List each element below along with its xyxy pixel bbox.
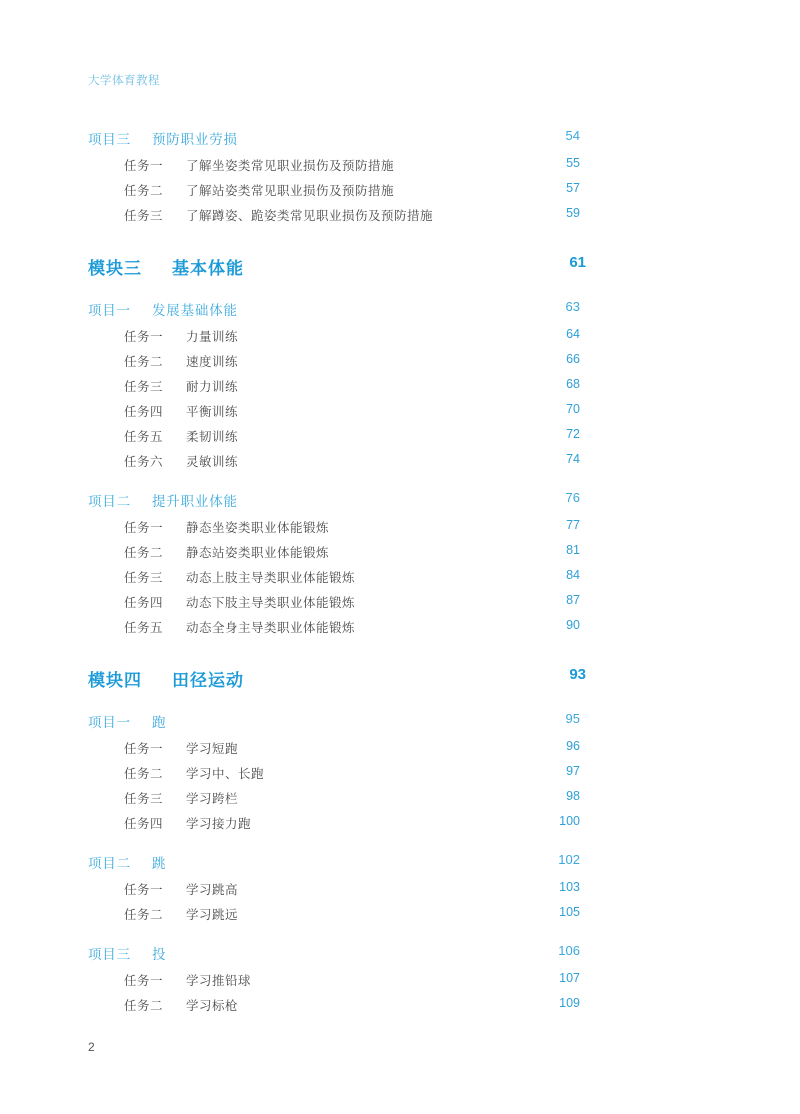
toc-entry-task[interactable] <box>88 156 580 174</box>
toc-entry-label: 任务一 <box>124 883 164 897</box>
toc-entry-title: 动态上肢主导类职业体能锻炼 <box>186 571 356 585</box>
toc-entry-page-number: 106 <box>558 943 580 958</box>
toc-entry-task[interactable] <box>88 971 580 989</box>
toc-entry-title: 学习跨栏 <box>186 792 239 806</box>
toc-entry-label: 任务二 <box>124 184 164 198</box>
toc-entry-task[interactable] <box>88 880 580 898</box>
toc-entry-page-number: 64 <box>566 327 580 341</box>
toc-entry-title: 学习跳远 <box>186 908 239 922</box>
toc-entry-label: 任务二 <box>124 355 164 369</box>
toc-entry-label: 项目一 <box>88 303 131 318</box>
toc-entry-title: 学习跳高 <box>186 883 239 897</box>
toc-entry-title: 了解站姿类常见职业损伤及预防措施 <box>186 184 395 198</box>
toc-entry-label: 任务四 <box>124 405 164 419</box>
toc-entry-page-number: 109 <box>559 996 580 1010</box>
toc-entry-task[interactable] <box>88 905 580 923</box>
toc-entry-project[interactable] <box>88 299 580 319</box>
toc-entry-title: 静态坐姿类职业体能锻炼 <box>186 521 330 535</box>
toc-entry-task[interactable] <box>88 518 580 536</box>
toc-entry-page-number: 98 <box>566 789 580 803</box>
toc-entry-page-number: 63 <box>565 299 580 314</box>
page-number-folio: 2 <box>88 1040 95 1054</box>
toc-entry-project[interactable] <box>88 490 580 510</box>
toc-entry-title: 投 <box>152 947 167 962</box>
toc-entry-project[interactable] <box>88 711 580 731</box>
toc-entry-title: 灵敏训练 <box>186 455 239 469</box>
toc-entry-task[interactable] <box>88 327 580 345</box>
toc-entry-label: 任务三 <box>124 209 164 223</box>
toc-entry-title: 提升职业体能 <box>152 494 238 509</box>
toc-entry-module[interactable] <box>88 254 586 279</box>
toc-entry-label: 任务三 <box>124 380 164 394</box>
toc-entry-title: 跑 <box>152 715 167 730</box>
toc-entry-title: 柔韧训练 <box>186 430 239 444</box>
toc-entry-task[interactable] <box>88 427 580 445</box>
toc-entry-page-number: 95 <box>565 711 580 726</box>
toc-entry-title: 学习标枪 <box>186 999 239 1013</box>
toc-entry-task[interactable] <box>88 996 580 1014</box>
toc-entry-title: 静态站姿类职业体能锻炼 <box>186 546 330 560</box>
toc-entry-title: 跳 <box>152 856 167 871</box>
toc-entry-page-number: 66 <box>566 352 580 366</box>
toc-entry-title: 了解蹲姿、跪姿类常见职业损伤及预防措施 <box>186 209 434 223</box>
toc-entry-task[interactable] <box>88 764 580 782</box>
toc-entry-page-number: 84 <box>566 568 580 582</box>
toc-entry-page-number: 87 <box>566 593 580 607</box>
toc-entry-task[interactable] <box>88 593 580 611</box>
toc-entry-title: 田径运动 <box>172 671 244 690</box>
toc-entry-page-number: 90 <box>566 618 580 632</box>
toc-entry-task[interactable] <box>88 402 580 420</box>
toc-entry-title: 平衡训练 <box>186 405 239 419</box>
toc-entry-title: 学习短跑 <box>186 742 239 756</box>
toc-entry-page-number: 70 <box>566 402 580 416</box>
toc-entry-task[interactable] <box>88 618 580 636</box>
toc-entry-label: 任务二 <box>124 999 164 1013</box>
toc-entry-page-number: 102 <box>558 852 580 867</box>
toc-entry-page-number: 97 <box>566 764 580 778</box>
toc-entry-page-number: 54 <box>565 128 580 143</box>
toc-entry-page-number: 61 <box>569 254 586 271</box>
toc-entry-label: 任务四 <box>124 817 164 831</box>
toc-entry-title: 学习中、长跑 <box>186 767 265 781</box>
toc-entry-title: 预防职业劳损 <box>152 132 238 147</box>
toc-entry-label: 项目二 <box>88 856 131 871</box>
table-of-contents <box>88 108 586 1021</box>
toc-entry-label: 任务一 <box>124 974 164 988</box>
toc-entry-task[interactable] <box>88 452 580 470</box>
toc-entry-module[interactable] <box>88 666 586 691</box>
toc-entry-title: 力量训练 <box>186 330 239 344</box>
toc-entry-page-number: 77 <box>566 518 580 532</box>
toc-entry-title: 学习接力跑 <box>186 817 252 831</box>
toc-entry-task[interactable] <box>88 181 580 199</box>
toc-entry-label: 任务三 <box>124 571 164 585</box>
toc-entry-label: 项目三 <box>88 132 131 147</box>
toc-entry-page-number: 59 <box>566 206 580 220</box>
toc-entry-task[interactable] <box>88 543 580 561</box>
toc-entry-task[interactable] <box>88 377 580 395</box>
toc-entry-label: 模块四 <box>88 671 142 690</box>
toc-entry-title: 学习推铅球 <box>186 974 252 988</box>
toc-entry-title: 动态下肢主导类职业体能锻炼 <box>186 596 356 610</box>
toc-entry-page-number: 93 <box>569 666 586 683</box>
toc-entry-label: 任务二 <box>124 767 164 781</box>
toc-entry-label: 任务一 <box>124 521 164 535</box>
toc-entry-label: 任务一 <box>124 159 164 173</box>
toc-entry-task[interactable] <box>88 739 580 757</box>
toc-entry-title: 了解坐姿类常见职业损伤及预防措施 <box>186 159 395 173</box>
toc-entry-page-number: 68 <box>566 377 580 391</box>
toc-entry-page-number: 72 <box>566 427 580 441</box>
toc-entry-task[interactable] <box>88 206 580 224</box>
toc-entry-task[interactable] <box>88 814 580 832</box>
toc-entry-page-number: 74 <box>566 452 580 466</box>
toc-entry-page-number: 103 <box>559 880 580 894</box>
toc-entry-label: 任务一 <box>124 330 164 344</box>
toc-entry-label: 任务二 <box>124 546 164 560</box>
toc-entry-label: 任务五 <box>124 621 164 635</box>
toc-entry-label: 任务五 <box>124 430 164 444</box>
toc-entry-page-number: 100 <box>559 814 580 828</box>
toc-entry-title: 基本体能 <box>172 259 244 278</box>
toc-entry-label: 任务六 <box>124 455 164 469</box>
toc-entry-label: 任务一 <box>124 742 164 756</box>
toc-entry-task[interactable] <box>88 568 580 586</box>
toc-entry-label: 模块三 <box>88 259 142 278</box>
toc-entry-page-number: 57 <box>566 181 580 195</box>
toc-entry-label: 任务三 <box>124 792 164 806</box>
toc-entry-task[interactable] <box>88 352 580 370</box>
toc-entry-page-number: 81 <box>566 543 580 557</box>
toc-entry-page-number: 96 <box>566 739 580 753</box>
toc-entry-page-number: 107 <box>559 971 580 985</box>
toc-entry-project[interactable] <box>88 852 580 872</box>
toc-entry-label: 任务四 <box>124 596 164 610</box>
toc-entry-label: 项目三 <box>88 947 131 962</box>
toc-entry-title: 耐力训练 <box>186 380 239 394</box>
toc-entry-page-number: 76 <box>565 490 580 505</box>
toc-entry-page-number: 105 <box>559 905 580 919</box>
running-head: 大学体育教程 <box>88 75 160 87</box>
toc-entry-label: 项目一 <box>88 715 131 730</box>
toc-entry-title: 动态全身主导类职业体能锻炼 <box>186 621 356 635</box>
toc-entry-project[interactable] <box>88 943 580 963</box>
toc-entry-title: 速度训练 <box>186 355 239 369</box>
toc-entry-title: 发展基础体能 <box>152 303 238 318</box>
toc-entry-page-number: 55 <box>566 156 580 170</box>
toc-entry-label: 任务二 <box>124 908 164 922</box>
toc-entry-task[interactable] <box>88 789 580 807</box>
toc-entry-project[interactable] <box>88 128 580 148</box>
toc-entry-label: 项目二 <box>88 494 131 509</box>
